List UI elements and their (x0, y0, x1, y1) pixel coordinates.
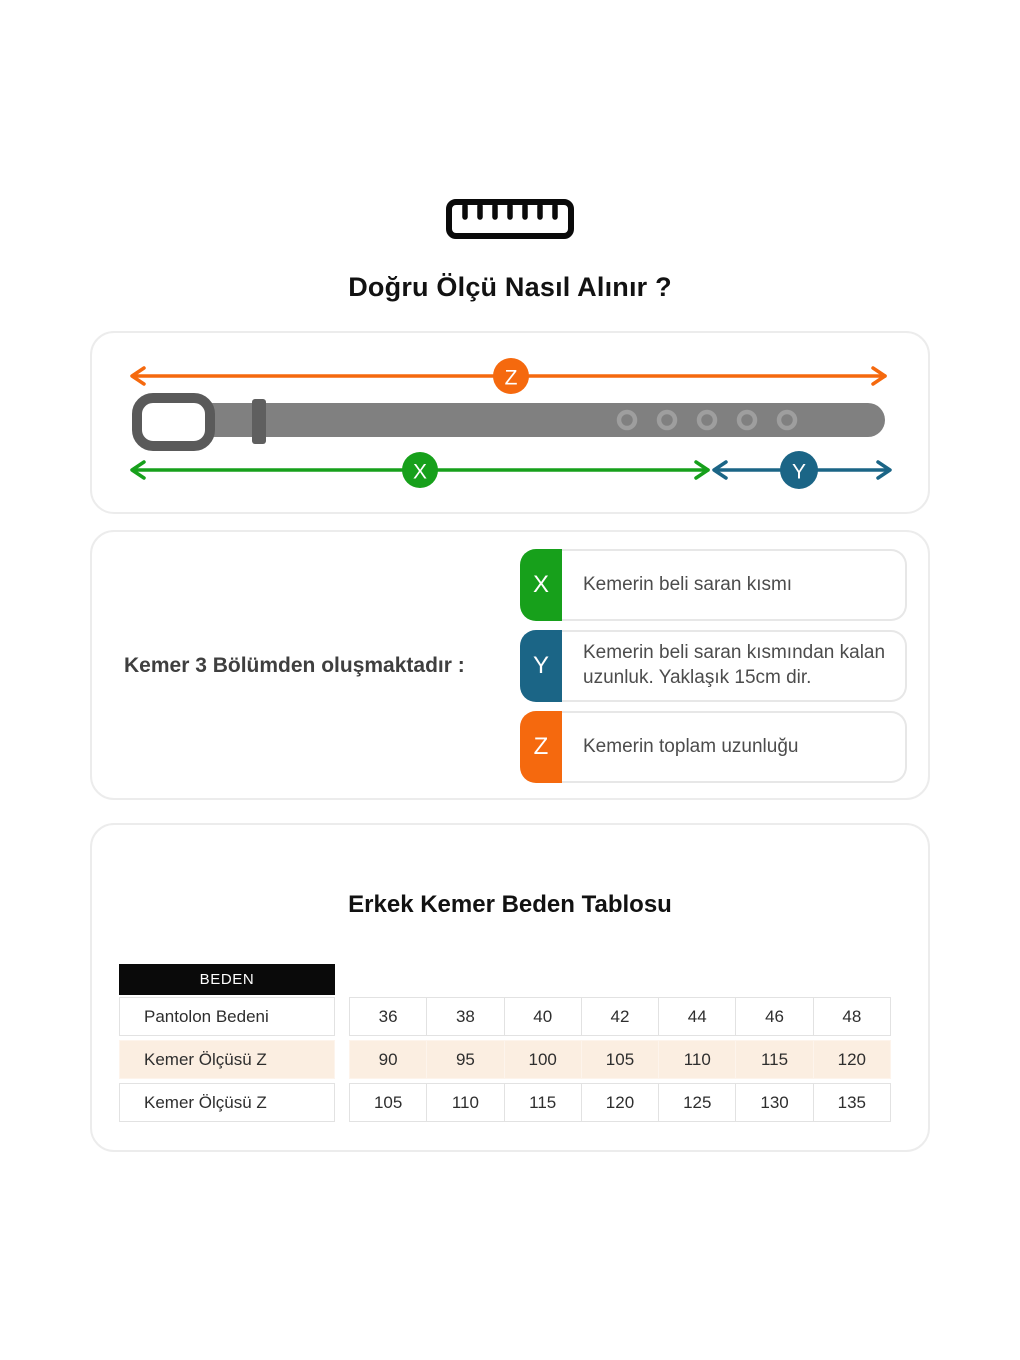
table-cell: 44 (658, 997, 736, 1036)
table-row (349, 997, 891, 1036)
legend-text-z: Kemerin toplam uzunluğu (561, 711, 907, 783)
table-row (349, 1083, 891, 1122)
legend-rows (520, 549, 907, 792)
table-cell: 125 (658, 1083, 736, 1122)
size-table-label-column (119, 964, 335, 1126)
legend-text-x: Kemerin beli saran kısmı (561, 549, 907, 621)
size-table-values (349, 997, 891, 1126)
legend-badge-z: Z (520, 711, 562, 783)
y-label-circle (780, 451, 818, 489)
row-label: Pantolon Bedeni (119, 997, 335, 1036)
table-cell: 110 (426, 1083, 504, 1122)
z-label-circle (493, 358, 529, 394)
ruler-icon-wrap (0, 198, 1020, 245)
table-cell: 105 (581, 1040, 659, 1079)
row-label: Kemer Ölçüsü Z (119, 1083, 335, 1122)
belt-diagram (92, 333, 928, 512)
belt-buckle (137, 398, 210, 446)
table-row-highlighted (349, 1040, 891, 1079)
table-cell: 90 (349, 1040, 427, 1079)
z-label: Z (504, 366, 518, 390)
table-cell: 48 (813, 997, 891, 1036)
table-cell: 110 (658, 1040, 736, 1079)
belt-strap (210, 403, 885, 437)
table-gutter (335, 964, 349, 1126)
size-table (119, 964, 891, 1126)
size-table-title: Erkek Kemer Beden Tablosu (348, 891, 672, 918)
table-cell: 36 (349, 997, 427, 1036)
table-cell: 115 (735, 1040, 813, 1079)
belt-diagram-card (90, 331, 930, 514)
table-cell: 120 (581, 1083, 659, 1122)
size-table-card (90, 823, 930, 1152)
size-table-header: BEDEN (119, 964, 335, 995)
legend-card (90, 530, 930, 800)
legend-item-x (520, 549, 907, 621)
table-cell: 42 (581, 997, 659, 1036)
table-cell: 115 (504, 1083, 582, 1122)
belt-keeper (252, 399, 266, 444)
legend-badge-x: X (520, 549, 562, 621)
table-cell: 105 (349, 1083, 427, 1122)
table-cell: 120 (813, 1040, 891, 1079)
page-title: Doğru Ölçü Nasıl Alınır ? (348, 272, 672, 302)
table-cell: 135 (813, 1083, 891, 1122)
legend-caption: Kemer 3 Bölümden oluşmaktadır : (124, 654, 465, 677)
x-label-circle (402, 452, 438, 488)
table-cell: 40 (504, 997, 582, 1036)
table-cell: 38 (426, 997, 504, 1036)
legend-item-y (520, 630, 907, 702)
row-label: Kemer Ölçüsü Z (119, 1040, 335, 1079)
y-label: Y (791, 460, 807, 484)
table-cell: 95 (426, 1040, 504, 1079)
ruler-icon (445, 198, 575, 240)
table-cell: 130 (735, 1083, 813, 1122)
x-label: X (412, 460, 428, 484)
table-cell: 100 (504, 1040, 582, 1079)
legend-item-z (520, 711, 907, 783)
legend-badge-y: Y (520, 630, 562, 702)
table-cell: 46 (735, 997, 813, 1036)
legend-text-y: Kemerin beli saran kısmından kalan uzunluk. Yaklaşık 15cm dir. (561, 630, 907, 702)
